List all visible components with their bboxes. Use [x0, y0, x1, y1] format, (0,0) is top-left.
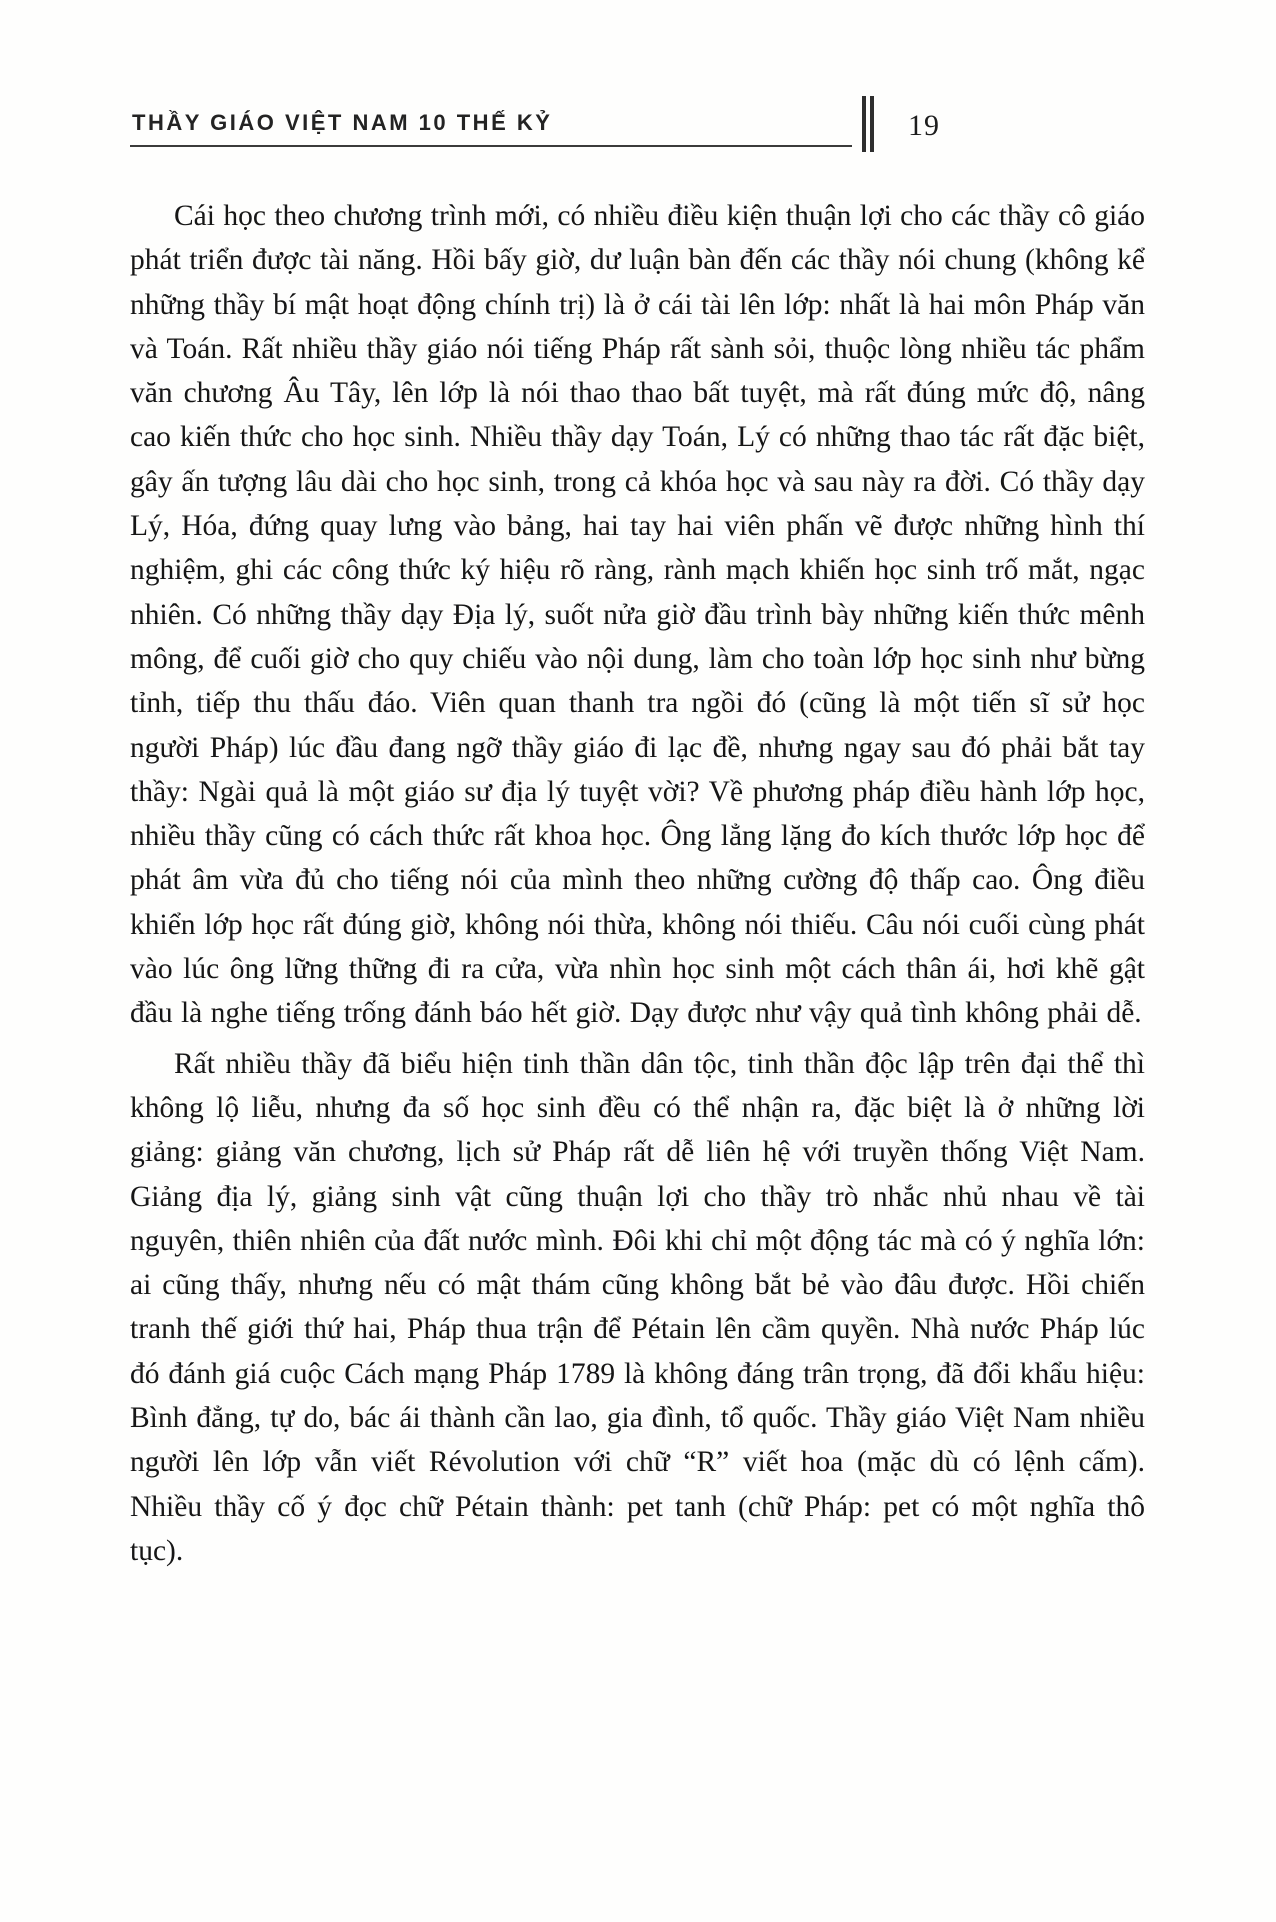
- page-body: [130, 194, 1145, 1573]
- header-title-block: [130, 96, 852, 152]
- running-title: THẦY GIÁO VIỆT NAM 10 THẾ KỶ: [132, 110, 553, 135]
- header-divider-bars-icon: [862, 96, 874, 152]
- page-header: [130, 96, 1145, 152]
- page-number: 19: [908, 109, 940, 142]
- paragraph-2: Rất nhiều thầy đã biểu hiện tinh thần dân tộc, tinh thần độc lập trên đại thể thì không lộ liễu, nhưng đa số học sinh đều có thể nhận ra, đặc biệt là ở những lời giảng: giảng văn chương, lịch sử Pháp rất dễ liên hệ với truyền thống Việt Nam. Giảng địa lý, giảng sinh vật cũng thuận lợi cho thầy trò nhắc nhủ nhau về tài nguyên, thiên nhiên của đất nước mình. Đôi khi chỉ một động tác mà có ý nghĩa lớn: ai cũng thấy, nhưng nếu có mật thám cũng không bắt bẻ vào đâu được. Hồi chiến tranh thế giới thứ hai, Pháp thua trận để Pétain lên cầm quyền. Nhà nước Pháp lúc đó đánh giá cuộc Cách mạng Pháp 1789 là không đáng trân trọng, đã đổi khẩu hiệu: Bình đẳng, tự do, bác ái thành cần lao, gia đình, tổ quốc. Thầy giáo Việt Nam nhiều người lên lớp vẫn viết Révolution với chữ “R” viết hoa (mặc dù có lệnh cấm). Nhiều thầy cố ý đọc chữ Pétain thành: pet tanh (chữ Pháp: pet có một nghĩa thô tục).: [130, 1047, 1145, 1567]
- paragraph-1: Cái học theo chương trình mới, có nhiều điều kiện thuận lợi cho các thầy cô giáo phát triển được tài năng. Hồi bấy giờ, dư luận bàn đến các thầy nói chung (không kể những thầy bí mật hoạt động chính trị) là ở cái tài lên lớp: nhất là hai môn Pháp văn và Toán. Rất nhiều thầy giáo nói tiếng Pháp rất sành sỏi, thuộc lòng nhiều tác phẩm văn chương Âu Tây, lên lớp là nói thao thao bất tuyệt, mà rất đúng mức độ, nâng cao kiến thức cho học sinh. Nhiều thầy dạy Toán, Lý có những thao tác rất đặc biệt, gây ấn tượng lâu dài cho học sinh, trong cả khóa học và sau này ra đời. Có thầy dạy Lý, Hóa, đứng quay lưng vào bảng, hai tay hai viên phấn vẽ được những hình thí nghiệm, ghi các công thức ký hiệu rõ ràng, rành mạch khiến học sinh trố mắt, ngạc nhiên. Có những thầy dạy Địa lý, suốt nửa giờ đầu trình bày những kiến thức mênh mông, để cuối giờ cho quy chiếu vào nội dung, làm cho toàn lớp học sinh như bừng tỉnh, tiếp thu thấu đáo. Viên quan thanh tra ngồi đó (cũng là một tiến sĩ sử học người Pháp) lúc đầu đang ngỡ thầy giáo đi lạc đề, nhưng ngay sau đó phải bắt tay thầy: Ngài quả là một giáo sư địa lý tuyệt vời? Về phương pháp điều hành lớp học, nhiều thầy cũng có cách thức rất khoa học. Ông lẳng lặng đo kích thước lớp học để phát âm vừa đủ cho tiếng nói của mình theo những cường độ thấp cao. Ông điều khiển lớp học rất đúng giờ, không nói thừa, không nói thiếu. Câu nói cuối cùng phát vào lúc ông lững thững đi ra cửa, vừa nhìn học sinh một cách thân ái, hơi khẽ gật đầu là nghe tiếng trống đánh báo hết giờ. Dạy được như vậy quả tình không phải dễ.: [130, 200, 1145, 1030]
- title-rule: [130, 145, 852, 147]
